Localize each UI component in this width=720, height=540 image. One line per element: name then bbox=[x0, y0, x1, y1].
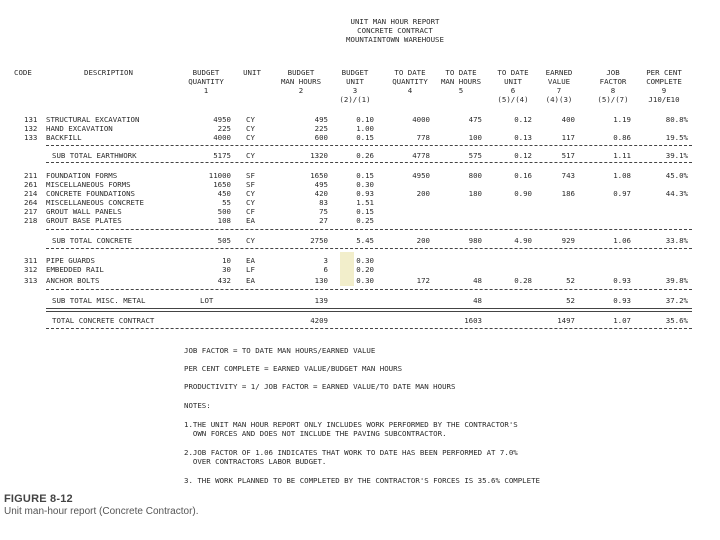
header-budget-man-hours: BUDGET MAN HOURS 2 bbox=[280, 68, 322, 95]
row-to-date-quantity: 4000 bbox=[412, 115, 430, 124]
subtotal-job-factor: 1.11 bbox=[613, 151, 631, 160]
note-3: 3. THE WORK PLANNED TO BE COMPLETED BY THE CONTRACTOR'S FORCES IS 35.6% COMPLETE bbox=[184, 476, 540, 485]
total-job-factor: 1.07 bbox=[613, 316, 631, 325]
subtotal-budget-unit: 0.26 bbox=[356, 151, 374, 160]
figure-caption: Unit man-hour report (Concrete Contractor). bbox=[4, 506, 199, 517]
subtotal-budget-quantity: 5175 bbox=[213, 151, 231, 160]
row-earned-value: 52 bbox=[566, 276, 575, 285]
row-budget-quantity: 10 bbox=[222, 256, 231, 265]
total-to-date-man-hours: 1603 bbox=[464, 316, 482, 325]
row-unit: CY bbox=[246, 198, 255, 207]
subtotal-to-date-unit: 0.12 bbox=[514, 151, 532, 160]
row-code: 217 bbox=[24, 207, 38, 216]
row-to-date-man-hours: 475 bbox=[468, 115, 482, 124]
divider bbox=[46, 229, 692, 230]
report-subtitle-contract: CONCRETE CONTRACT bbox=[357, 26, 433, 35]
row-to-date-quantity: 4950 bbox=[412, 171, 430, 180]
row-budget-unit: 0.25 bbox=[356, 216, 374, 225]
note-2: 2.JOB FACTOR OF 1.06 INDICATES THAT WORK TO DATE HAS BEEN PERFORMED AT 7.0% OVER CONTRACTORS LABOR BUDGET. bbox=[184, 448, 518, 466]
row-budget-quantity: 432 bbox=[217, 276, 231, 285]
row-budget-man-hours: 495 bbox=[314, 180, 328, 189]
subtotal-to-date-man-hours: 48 bbox=[473, 296, 482, 305]
divider bbox=[46, 289, 692, 290]
row-description: EMBEDDED RAIL bbox=[46, 265, 104, 274]
row-job-factor: 1.08 bbox=[613, 171, 631, 180]
row-unit: CY bbox=[246, 189, 255, 198]
row-budget-quantity: 1650 bbox=[213, 180, 231, 189]
row-description: GROUT WALL PANELS bbox=[46, 207, 122, 216]
definition-job-factor: JOB FACTOR = TO DATE MAN HOURS/EARNED VALUE bbox=[184, 346, 376, 355]
total-label: TOTAL CONCRETE CONTRACT bbox=[52, 316, 155, 325]
row-budget-quantity: 500 bbox=[217, 207, 231, 216]
row-unit: EA bbox=[246, 256, 255, 265]
header-to-date-quantity: TO DATE QUANTITY 4 bbox=[392, 68, 428, 95]
subtotal-label: SUB TOTAL CONCRETE bbox=[52, 236, 133, 245]
row-description: BACKFILL bbox=[46, 133, 82, 142]
row-unit: EA bbox=[246, 276, 255, 285]
row-unit: EA bbox=[246, 216, 255, 225]
row-code: 132 bbox=[24, 124, 38, 133]
row-job-factor: 0.86 bbox=[613, 133, 631, 142]
divider bbox=[46, 328, 692, 329]
header-budget-unit: BUDGET UNIT 3 (2)/(1) bbox=[339, 68, 371, 104]
row-description: HAND EXCAVATION bbox=[46, 124, 113, 133]
row-code: 218 bbox=[24, 216, 38, 225]
row-budget-man-hours: 495 bbox=[314, 115, 328, 124]
subtotal-to-date-unit: 4.90 bbox=[514, 236, 532, 245]
row-budget-quantity: 55 bbox=[222, 198, 231, 207]
row-budget-man-hours: 83 bbox=[319, 198, 328, 207]
row-budget-unit: 1.51 bbox=[356, 198, 374, 207]
row-description: MISCELLANEOUS FORMS bbox=[46, 180, 131, 189]
row-code: 312 bbox=[24, 265, 38, 274]
row-to-date-man-hours: 180 bbox=[468, 189, 482, 198]
subtotal-unit: CY bbox=[246, 236, 255, 245]
total-budget-man-hours: 4209 bbox=[310, 316, 328, 325]
header-unit: UNIT bbox=[243, 68, 261, 77]
subtotal-label: SUB TOTAL EARTHWORK bbox=[52, 151, 137, 160]
row-code: 131 bbox=[24, 115, 38, 124]
header-per-cent-complete: PER CENT COMPLETE 9 J10/E10 bbox=[646, 68, 682, 104]
row-unit: LF bbox=[246, 265, 255, 274]
row-budget-man-hours: 420 bbox=[314, 189, 328, 198]
total-per-cent-complete: 35.6% bbox=[665, 316, 688, 325]
row-to-date-quantity: 200 bbox=[416, 189, 430, 198]
row-code: 214 bbox=[24, 189, 38, 198]
row-earned-value: 186 bbox=[561, 189, 575, 198]
subtotal-earned-value: 929 bbox=[561, 236, 575, 245]
row-per-cent-complete: 44.3% bbox=[665, 189, 688, 198]
subtotal-budget-man-hours: 139 bbox=[314, 296, 328, 305]
row-budget-man-hours: 27 bbox=[319, 216, 328, 225]
row-budget-unit: 0.15 bbox=[356, 133, 374, 142]
row-per-cent-complete: 39.8% bbox=[665, 276, 688, 285]
subtotal-budget-man-hours: 1320 bbox=[310, 151, 328, 160]
header-job-factor: JOB FACTOR 8 (5)/(7) bbox=[597, 68, 629, 104]
subtotal-budget-man-hours: 2750 bbox=[310, 236, 328, 245]
row-description: PIPE GUARDS bbox=[46, 256, 95, 265]
row-unit: CY bbox=[246, 115, 255, 124]
row-to-date-unit: 0.12 bbox=[514, 115, 532, 124]
row-code: 211 bbox=[24, 171, 38, 180]
subtotal-job-factor: 1.06 bbox=[613, 236, 631, 245]
row-budget-man-hours: 1650 bbox=[310, 171, 328, 180]
subtotal-to-date-quantity: 4778 bbox=[412, 151, 430, 160]
row-description: FOUNDATION FORMS bbox=[46, 171, 118, 180]
row-to-date-unit: 0.16 bbox=[514, 171, 532, 180]
row-per-cent-complete: 45.0% bbox=[665, 171, 688, 180]
subtotal-per-cent-complete: 37.2% bbox=[665, 296, 688, 305]
row-code: 133 bbox=[24, 133, 38, 142]
header-description: DESCRIPTION bbox=[84, 68, 133, 77]
row-to-date-unit: 0.28 bbox=[514, 276, 532, 285]
row-budget-unit: 0.15 bbox=[356, 171, 374, 180]
row-budget-quantity: 225 bbox=[217, 124, 231, 133]
row-per-cent-complete: 80.8% bbox=[665, 115, 688, 124]
row-budget-unit: 0.93 bbox=[356, 189, 374, 198]
row-budget-man-hours: 3 bbox=[323, 256, 328, 265]
note-1: 1.THE UNIT MAN HOUR REPORT ONLY INCLUDES WORK PERFORMED BY THE CONTRACTOR'S OWN FORCES AND DOES NOT INCLUDE THE PAVING SUBCONTRACTOR. bbox=[184, 420, 518, 438]
row-unit: CF bbox=[246, 207, 255, 216]
row-code: 261 bbox=[24, 180, 38, 189]
row-job-factor: 1.19 bbox=[613, 115, 631, 124]
header-to-date-unit: TO DATE UNIT 6 (5)/(4) bbox=[497, 68, 529, 104]
row-budget-unit: 0.30 bbox=[356, 256, 374, 265]
subtotal-per-cent-complete: 33.8% bbox=[665, 236, 688, 245]
row-budget-man-hours: 6 bbox=[323, 265, 328, 274]
row-code: 313 bbox=[24, 276, 38, 285]
row-budget-quantity: 4950 bbox=[213, 115, 231, 124]
subtotal-per-cent-complete: 39.1% bbox=[665, 151, 688, 160]
definition-productivity: PRODUCTIVITY = 1/ JOB FACTOR = EARNED VALUE/TO DATE MAN HOURS bbox=[184, 382, 456, 391]
header-earned-value: EARNED VALUE 7 (4)(3) bbox=[545, 68, 573, 104]
double-divider bbox=[46, 308, 692, 312]
header-to-date-man-hours: TO DATE MAN HOURS 5 bbox=[440, 68, 482, 95]
subtotal-to-date-man-hours: 575 bbox=[468, 151, 482, 160]
subtotal-budget-quantity: 505 bbox=[217, 236, 231, 245]
row-job-factor: 0.97 bbox=[613, 189, 631, 198]
row-to-date-man-hours: 48 bbox=[473, 276, 482, 285]
row-budget-man-hours: 225 bbox=[314, 124, 328, 133]
row-earned-value: 743 bbox=[561, 171, 575, 180]
row-job-factor: 0.93 bbox=[613, 276, 631, 285]
row-description: CONCRETE FOUNDATIONS bbox=[46, 189, 135, 198]
row-budget-man-hours: 600 bbox=[314, 133, 328, 142]
row-budget-unit: 0.15 bbox=[356, 207, 374, 216]
row-budget-quantity: 4000 bbox=[213, 133, 231, 142]
row-earned-value: 117 bbox=[561, 133, 575, 142]
row-budget-unit: 0.20 bbox=[356, 265, 374, 274]
row-budget-unit: 1.00 bbox=[356, 124, 374, 133]
row-budget-quantity: 11000 bbox=[208, 171, 231, 180]
subtotal-job-factor: 0.93 bbox=[613, 296, 631, 305]
divider bbox=[46, 162, 692, 163]
row-unit: CY bbox=[246, 124, 255, 133]
row-budget-unit: 0.30 bbox=[356, 180, 374, 189]
row-budget-unit: 0.30 bbox=[356, 276, 374, 285]
row-budget-man-hours: 75 bbox=[319, 207, 328, 216]
row-description: STRUCTURAL EXCAVATION bbox=[46, 115, 140, 124]
row-description: GROUT BASE PLATES bbox=[46, 216, 122, 225]
row-to-date-quantity: 778 bbox=[416, 133, 430, 142]
figure-number: FIGURE 8-12 bbox=[4, 493, 73, 505]
row-description: ANCHOR BOLTS bbox=[46, 276, 100, 285]
definition-per-cent-complete: PER CENT COMPLETE = EARNED VALUE/BUDGET MAN HOURS bbox=[184, 364, 403, 373]
subtotal-label: SUB TOTAL MISC. METAL bbox=[52, 296, 146, 305]
row-per-cent-complete: 19.5% bbox=[665, 133, 688, 142]
subtotal-budget-unit: 5.45 bbox=[356, 236, 374, 245]
header-budget-quantity: BUDGET QUANTITY 1 bbox=[188, 68, 224, 95]
subtotal-unit: CY bbox=[246, 151, 255, 160]
row-to-date-man-hours: 100 bbox=[468, 133, 482, 142]
row-description: MISCELLANEOUS CONCRETE bbox=[46, 198, 144, 207]
total-earned-value: 1497 bbox=[557, 316, 575, 325]
row-to-date-unit: 0.13 bbox=[514, 133, 532, 142]
notes-label: NOTES: bbox=[184, 401, 211, 410]
row-code: 311 bbox=[24, 256, 38, 265]
subtotal-earned-value: 52 bbox=[566, 296, 575, 305]
row-earned-value: 400 bbox=[561, 115, 575, 124]
row-to-date-unit: 0.90 bbox=[514, 189, 532, 198]
row-budget-unit: 0.10 bbox=[356, 115, 374, 124]
row-to-date-man-hours: 800 bbox=[468, 171, 482, 180]
row-unit: SF bbox=[246, 171, 255, 180]
row-to-date-quantity: 172 bbox=[416, 276, 430, 285]
subtotal-earned-value: 517 bbox=[561, 151, 575, 160]
row-budget-man-hours: 130 bbox=[314, 276, 328, 285]
subtotal-to-date-man-hours: 980 bbox=[468, 236, 482, 245]
divider bbox=[46, 248, 692, 249]
row-unit: CY bbox=[246, 133, 255, 142]
subtotal-budget-quantity: LOT bbox=[200, 296, 214, 305]
divider bbox=[46, 145, 692, 146]
row-budget-quantity: 108 bbox=[217, 216, 231, 225]
row-budget-quantity: 30 bbox=[222, 265, 231, 274]
row-budget-quantity: 450 bbox=[217, 189, 231, 198]
subtotal-to-date-quantity: 200 bbox=[416, 236, 430, 245]
row-unit: SF bbox=[246, 180, 255, 189]
row-code: 264 bbox=[24, 198, 38, 207]
report-subtitle-project: MOUNTAINTOWN WAREHOUSE bbox=[346, 35, 444, 44]
report-title: UNIT MAN HOUR REPORT bbox=[350, 17, 440, 26]
header-code: CODE bbox=[14, 68, 32, 77]
